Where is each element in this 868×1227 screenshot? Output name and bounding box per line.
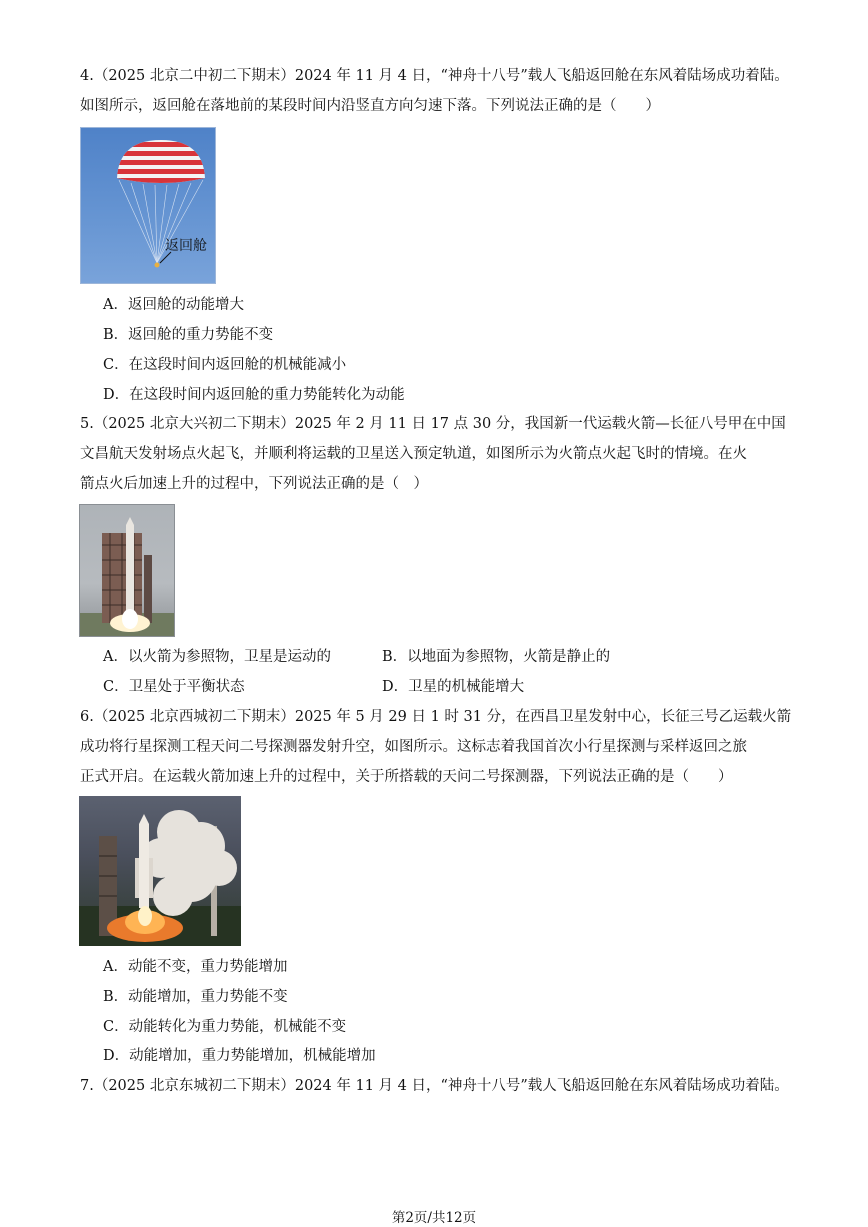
q5-option-d[interactable]: D．卫星的机械能增大 [382,679,525,695]
q6-option-a[interactable]: A．动能不变，重力势能增加 [103,959,288,975]
rocket-liftoff-smoke-image [79,796,241,946]
q4-option-c[interactable]: C．在这段时间内返回舱的机械能减小 [103,357,347,373]
q4-option-d[interactable]: D．在这段时间内返回舱的重力势能转化为动能 [103,387,405,403]
q5-stem-line1: 5.（2025 北京大兴初二下期末）2025 年 2 月 11 日 17 点 30 分，我国新一代运载火箭—长征八号甲在中国 [80,416,786,432]
q5-stem-line2: 文昌航天发射场点火起飞，并顺利将运载的卫星送入预定轨道，如图所示为火箭点火起飞时的情境。在火 [80,446,747,462]
q5-stem-line3: 箭点火后加速上升的过程中，下列说法正确的是（ ） [80,476,428,492]
q4-stem-line2: 如图所示，返回舱在落地前的某段时间内沿竖直方向匀速下落。下列说法正确的是（ ） [80,98,660,114]
q4-option-a[interactable]: A．返回舱的动能增大 [103,297,244,313]
q5-option-b[interactable]: B．以地面为参照物，火箭是静止的 [382,649,611,665]
return-capsule-label: 返回舱 [165,238,207,254]
q6-stem-line1: 6.（2025 北京西城初二下期末）2025 年 5 月 29 日 1 时 31 分，在西昌卫星发射中心，长征三号乙运载火箭 [80,709,792,725]
page-number-footer: 第2页/共12页 [391,1210,477,1226]
q4-stem-line1: 4.（2025 北京二中初二下期末）2024 年 11 月 4 日，“神舟十八号”载人飞船返回舱在东风着陆场成功着陆。 [80,68,789,84]
rocket-launch-image [79,504,175,637]
q6-stem-line2: 成功将行星探测工程天问二号探测器发射升空，如图所示。这标志着我国首次小行星探测与采样返回之旅 [80,739,747,755]
parachute-return-capsule-image [80,127,216,284]
q6-stem-line3: 正式开启。在运载火箭加速上升的过程中，关于所搭载的天问二号探测器，下列说法正确的是（ ） [80,769,733,785]
q6-option-c[interactable]: C．动能转化为重力势能，机械能不变 [103,1019,347,1035]
q6-option-d[interactable]: D．动能增加，重力势能增加，机械能增加 [103,1048,376,1064]
q5-option-c[interactable]: C．卫星处于平衡状态 [103,679,245,695]
q7-stem-line1: 7.（2025 北京东城初二下期末）2024 年 11 月 4 日，“神舟十八号”载人飞船返回舱在东风着陆场成功着陆。 [80,1078,789,1094]
q4-option-b[interactable]: B．返回舱的重力势能不变 [103,327,274,343]
q5-option-a[interactable]: A．以火箭为参照物，卫星是运动的 [103,649,331,665]
q6-option-b[interactable]: B．动能增加，重力势能不变 [103,989,288,1005]
